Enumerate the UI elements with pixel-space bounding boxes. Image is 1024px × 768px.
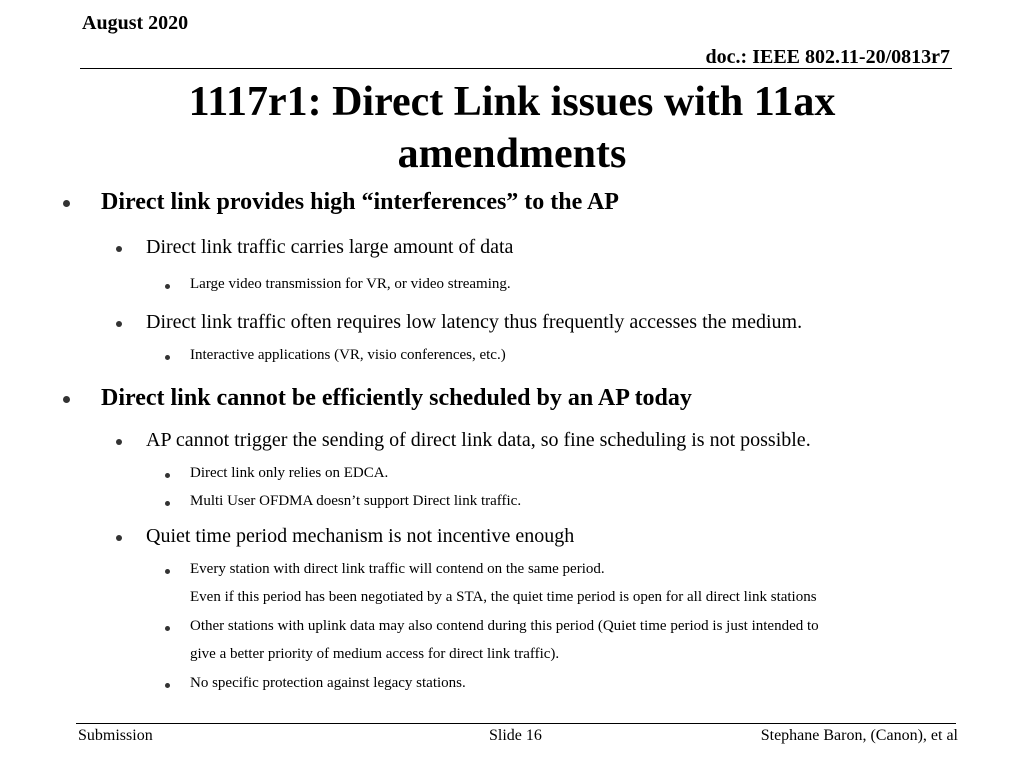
bullet-text: Direct link only relies on EDCA.: [190, 465, 389, 481]
bullet-dot-icon: [165, 501, 170, 506]
bullet-text: Direct link traffic often requires low latency thus frequently accesses the medium.: [146, 311, 803, 333]
bullet-dot-icon: [63, 396, 70, 403]
bullet-text: No specific protection against legacy stations.: [190, 675, 466, 691]
bullet-text: Multi User OFDMA doesn’t support Direct link traffic.: [190, 493, 522, 509]
footer-author: Stephane Baron, (Canon), et al: [760, 727, 958, 744]
bullet-dot-icon: [165, 626, 170, 631]
bullet-dot-icon: [116, 321, 122, 327]
bullet-item: [190, 276, 511, 293]
bullet-text: Every station with direct link traffic will contend on the same period.: [190, 561, 605, 577]
bullet-dot-icon: [165, 355, 170, 360]
bullet-item: [190, 493, 521, 510]
bullet-dot-icon: [63, 200, 70, 207]
bullet-item: [190, 675, 466, 692]
bullet-item: [146, 311, 802, 334]
bullet-dot-icon: [116, 439, 122, 445]
bullet-text: Interactive applications (VR, visio conferences, etc.): [190, 347, 506, 363]
footer-divider: [76, 723, 956, 724]
bullet-text: Other stations with uplink data may also contend during this period (Quiet time period is just intended to: [190, 618, 819, 634]
bullet-dot-icon: [165, 473, 170, 478]
header-date: August 2020: [82, 12, 189, 34]
bullet-text: AP cannot trigger the sending of direct link data, so fine scheduling is not possible.: [146, 429, 811, 451]
bullet-dot-icon: [165, 569, 170, 574]
bullet-text: Even if this period has been negotiated by a STA, the quiet time period is open for all direct link stations: [190, 589, 817, 605]
bullet-item: [190, 561, 605, 578]
bullet-item: [101, 385, 692, 412]
bullet-text: Direct link cannot be efficiently scheduled by an AP today: [101, 385, 692, 411]
header-divider: [80, 68, 952, 69]
bullet-dot-icon: [116, 535, 122, 541]
bullet-item: [190, 465, 388, 482]
bullet-text: Large video transmission for VR, or video streaming.: [190, 276, 511, 292]
bullet-dot-icon: [165, 284, 170, 289]
bullet-continuation: [190, 646, 559, 663]
bullet-item: [146, 429, 811, 452]
bullet-item: [101, 189, 619, 216]
bullet-text: give a better priority of medium access for direct link traffic).: [190, 646, 560, 662]
header-doc-id: doc.: IEEE 802.11-20/0813r7: [705, 46, 950, 68]
bullet-dot-icon: [165, 683, 170, 688]
footer-slide-number: Slide 16: [489, 727, 542, 744]
slide-title-line-2: amendments: [397, 131, 627, 177]
slide-title: [60, 76, 964, 180]
bullet-continuation: [190, 589, 817, 606]
bullet-text: Quiet time period mechanism is not incentive enough: [146, 525, 575, 547]
slide-title-line-1: 1117r1: Direct Link issues with 11ax: [188, 79, 836, 125]
bullet-text: Direct link provides high “interferences” to the AP: [101, 189, 619, 215]
bullet-dot-icon: [116, 246, 122, 252]
bullet-item: [146, 525, 574, 548]
bullet-item: [146, 236, 513, 259]
footer-submission: Submission: [78, 727, 153, 744]
bullet-item: [190, 347, 506, 364]
bullet-item: [190, 618, 819, 635]
bullet-text: Direct link traffic carries large amount of data: [146, 236, 514, 258]
